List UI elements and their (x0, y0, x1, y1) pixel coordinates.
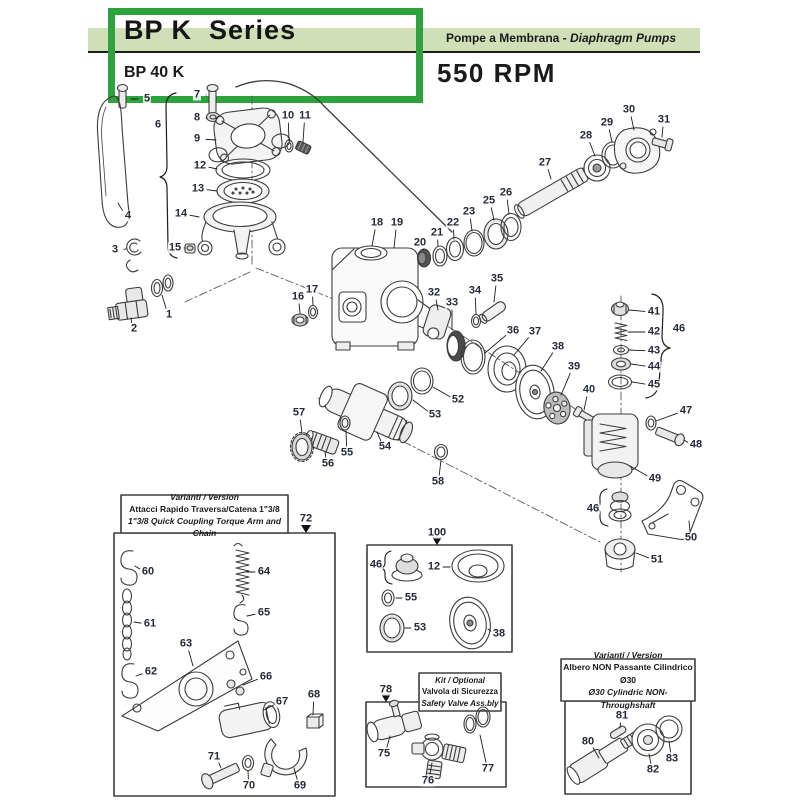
part-14-pump-head (198, 202, 285, 259)
part-12-ring (216, 159, 270, 181)
callout-47: 47 (679, 404, 693, 417)
callout-42: 42 (647, 325, 661, 338)
callout-64: 64 (257, 565, 271, 578)
callout-45: 45 (647, 378, 661, 391)
tagline-italian: Pompe a Membrana (445, 31, 560, 45)
part-19-crankcase (332, 246, 432, 350)
callout-51: 51 (650, 553, 664, 566)
callout-54: 54 (378, 440, 392, 453)
callout-46: 46 (369, 558, 383, 571)
part-47-washer (646, 416, 656, 430)
callout-10: 10 (281, 109, 295, 122)
callout-38: 38 (551, 340, 565, 353)
callout-66: 66 (259, 670, 273, 683)
safety-valve-inset-header (420, 674, 500, 710)
part-48-bolt (654, 425, 686, 447)
part-7-bolt (207, 85, 218, 115)
callout-16: 16 (291, 290, 305, 303)
part-30-flange (614, 128, 659, 173)
callout-14: 14 (174, 207, 188, 220)
callout-27: 27 (538, 156, 552, 169)
part-35-pin (478, 300, 507, 325)
callout-70: 70 (242, 779, 256, 792)
callout-46: 46 (586, 502, 600, 515)
callout-21: 21 (430, 226, 444, 239)
callout-25: 25 (482, 194, 496, 207)
callout-12: 12 (427, 560, 441, 573)
callout-8: 8 (193, 111, 201, 124)
page-title: BP K Series (124, 15, 297, 45)
inset-line: Valvola di Sicurezza (421, 687, 499, 697)
part-17-washer (309, 306, 318, 319)
callout-36: 36 (506, 324, 520, 337)
callout-58: 58 (431, 475, 445, 488)
part-26-ring (501, 214, 521, 241)
part-11-plug (295, 141, 311, 155)
callout-13: 13 (191, 182, 205, 195)
part-1-washers (152, 275, 174, 297)
tagline-separator: - (559, 31, 570, 45)
callout-15: 15 (168, 241, 182, 254)
callout-46: 46 (672, 322, 686, 335)
part-20-cap (418, 249, 431, 267)
callout-22: 22 (446, 216, 460, 229)
torque-arm-inset-header (122, 491, 287, 538)
callout-63: 63 (179, 637, 193, 650)
part-53-ring-kit (380, 614, 404, 642)
callout-29: 29 (600, 116, 614, 129)
callout-11: 11 (299, 109, 311, 122)
callout-77: 77 (481, 762, 495, 775)
callout-80: 80 (581, 735, 595, 748)
callout-53: 53 (413, 621, 427, 634)
callout-53: 53 (428, 408, 442, 421)
callout-12: 12 (193, 159, 207, 172)
callout-28: 28 (579, 129, 593, 142)
callout-26: 26 (499, 186, 513, 199)
inset-line: Varianti / Version (593, 649, 663, 660)
part-49-valve-housing (584, 414, 638, 478)
shaft-variant-inset-header (562, 649, 694, 710)
part-22-ring (447, 238, 464, 261)
callout-1: 1 (165, 308, 173, 321)
callout-33: 33 (445, 296, 459, 309)
part-27-shaft (513, 163, 596, 220)
callout-49: 49 (648, 472, 662, 485)
callout-9: 9 (193, 132, 201, 145)
part-58-o-ring (435, 445, 448, 460)
inset-line: Kit / Optional (435, 675, 485, 685)
callout-75: 75 (377, 747, 391, 760)
callout-76: 76 (421, 774, 435, 787)
callout-41: 41 (647, 305, 661, 318)
callout-5: 5 (143, 92, 151, 105)
callout-56: 56 (321, 457, 335, 470)
part-36-o-ring (461, 340, 485, 374)
part-82-bearing (632, 724, 664, 756)
inset-line: Varianti / Version (170, 491, 239, 502)
callout-100: 100 (427, 526, 447, 539)
callout-3: 3 (111, 243, 119, 256)
part-5-bolt (118, 85, 128, 109)
part-2-elbow-fitting (105, 287, 148, 322)
part-4-hose (97, 96, 128, 227)
part-41-valve-nut (612, 302, 629, 316)
callout-60: 60 (141, 565, 155, 578)
callout-65: 65 (257, 606, 271, 619)
inset-line: 1"3/8 Quick Coupling Torque Arm and Chain (127, 515, 282, 538)
callout-39: 39 (567, 360, 581, 373)
brace-part-6 (160, 93, 177, 258)
callout-37: 37 (528, 325, 542, 338)
part-52-ring (411, 368, 433, 394)
callout-35: 35 (490, 272, 504, 285)
part-45-o-ring (609, 375, 632, 389)
callout-18: 18 (370, 216, 384, 229)
callout-83: 83 (665, 752, 679, 765)
callout-55: 55 (404, 591, 418, 604)
part-42-spring (615, 323, 627, 341)
part-53-ring (388, 382, 412, 410)
part-16-nut (292, 314, 308, 326)
callout-2: 2 (130, 322, 138, 335)
part-13-strainer (217, 179, 269, 203)
tagline-english: Diaphragm Pumps (570, 31, 677, 45)
rpm-label: 550 RPM (437, 58, 556, 88)
inset-line: Attacci Rapido Traversa/Catena 1"3/8 (129, 503, 280, 514)
callout-4: 4 (124, 209, 132, 222)
model-label: BP 40 K (124, 64, 185, 81)
callout-55: 55 (340, 446, 354, 459)
callout-38: 38 (492, 627, 506, 640)
callout-19: 19 (390, 216, 404, 229)
callout-82: 82 (646, 763, 660, 776)
part-21-ring (433, 246, 447, 266)
part-23-snap-ring (464, 230, 484, 256)
callout-69: 69 (293, 779, 307, 792)
callout-61: 61 (143, 617, 157, 630)
callout-78: 78 (379, 683, 393, 696)
callout-68: 68 (307, 688, 321, 701)
callout-17: 17 (305, 283, 319, 296)
part-51-cap (605, 539, 635, 570)
callout-52: 52 (451, 393, 465, 406)
callout-62: 62 (144, 665, 158, 678)
inset-line: Safety Valve Ass.bly (421, 698, 499, 708)
callout-81: 81 (615, 709, 629, 722)
callout-32: 32 (427, 286, 441, 299)
callout-30: 30 (622, 103, 636, 116)
part-46-valve-assembly (609, 492, 631, 521)
inset-line: Albero NON Passante Cilindrico Ø30 (563, 662, 693, 685)
callout-71: 71 (207, 750, 221, 763)
callout-34: 34 (468, 284, 482, 297)
part-32-con-rod (421, 303, 452, 342)
callout-31: 31 (657, 113, 671, 126)
callout-72: 72 (299, 512, 313, 525)
callout-7: 7 (193, 88, 201, 101)
part-44-valve-seat (612, 358, 631, 370)
part-33-piston (447, 331, 465, 361)
callout-40: 40 (582, 383, 596, 396)
callout-44: 44 (647, 360, 661, 373)
callout-67: 67 (275, 695, 289, 708)
callout-23: 23 (462, 205, 476, 218)
callout-48: 48 (689, 438, 703, 451)
callout-57: 57 (292, 406, 306, 419)
part-3-clip (126, 239, 141, 272)
part-15-nut (185, 244, 195, 253)
callout-50: 50 (684, 531, 698, 544)
callout-6: 6 (154, 118, 162, 131)
inset-line: Ø30 Cylindric NON-Throughshaft (588, 687, 668, 710)
callout-43: 43 (647, 344, 661, 357)
callout-20: 20 (413, 236, 427, 249)
